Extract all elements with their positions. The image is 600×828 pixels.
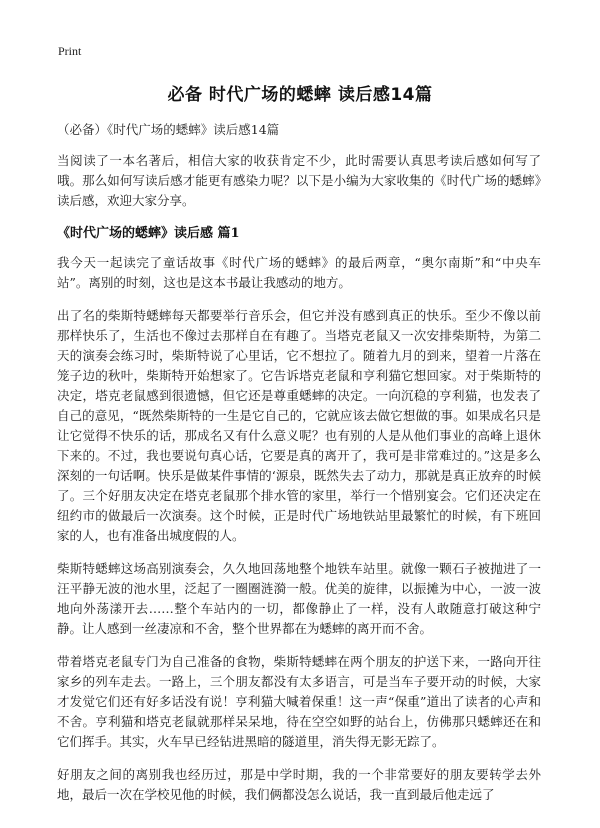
intro-paragraph: 当阅读了一本名著后，相信大家的收获肯定不少，此时需要认真思考读后感如何写了哦。那么如何写读后感才能更有感染力呢？以下是小编为大家收集的《时代广场的蟋蟀》读后感，欢迎大家分享。 bbox=[57, 153, 541, 208]
section-heading: 《时代广场的蟋蟀》读后感 篇1 bbox=[57, 226, 240, 241]
article-body bbox=[57, 120, 541, 818]
body-paragraph: 好朋友之间的离别我也经历过，那是中学时期，我的一个非常要好的朋友要转学去外地，最后一次在学校见他的时候，我们俩都没怎么说话，我一直到最后他走远了 bbox=[57, 767, 541, 802]
body-paragraph: 带着塔克老鼠专门为自己准备的食物，柴斯特蟋蟀在两个朋友的护送下来，一路向开往家乡的列车走去。一路上，三个朋友都没有太多语言，可是当车子要开动的时候，大家才发觉它们还有好多话没有说！亨利猫大喊着保重！这一声“保重”道出了读者的心声和不舍。亨利猫和塔克老鼠就那样呆呆地，待在空空如野的站台上，仿佛那只蟋蟀还在和它们挥手。其实，火车早已经钻进黑暗的隧道里，消失得无影无踪了。 bbox=[57, 654, 541, 749]
body-paragraph: 出了名的柴斯特蟋蟀每天都要举行音乐会，但它并没有感到真正的快乐。至少不像以前那样快乐了，生活也不像过去那样自在有趣了。当塔克老鼠又一次安排柴斯特，为第二天的演奏会练习时，柴斯特说了心里话，它不想拉了。随着九月的到来，望着一片落在笼子边的秋叶，柴斯特开始想家了。它告诉塔克老鼠和亨利猫它想回家。对于柴斯特的决定，塔克老鼠感到很遗憾，但它还是尊重蟋蟀的决定。一向沉稳的亨利猫，也发表了自己的意见，“既然柴斯特的一生是它自己的，它就应该去做它想做的事。如果成名只是让它觉得不快乐的话，那成名又有什么意义呢？也有别的人是从他们事业的高峰上退休下来的。不过，我也要说句真心话，它要是真的离开了，我可是非常难过的。”这是多么深刻的一句话啊。快乐是做某件事情的‘源泉，既然失去了动力，那就是真正放弃的时候了。三个好朋友决定在塔克老鼠那个排水管的家里，举行一个惜别宴会。它们还决定在纽约市的做最后一次演奏。这个时候，正是时代广场地铁站里最繁忙的时候，有下班回家的人，也有准备出城度假的人。 bbox=[57, 308, 541, 543]
print-link[interactable]: Print bbox=[58, 44, 82, 58]
page-title: 必备 时代广场的蟋蟀 读后感14篇 bbox=[167, 85, 433, 105]
article-subtitle: （必备）《时代广场的蟋蟀》读后感14篇 bbox=[57, 122, 280, 137]
body-paragraph: 我今天一起读完了童话故事《时代广场的蟋蟀》的最后两章，“奥尔南斯”和“中央车站”。离别的时刻，这也是这本书最让我感动的地方。 bbox=[57, 255, 541, 290]
body-paragraph: 柴斯特蟋蟀这场高别演奏会，久久地回荡地整个地铁车站里。就像一颗石子被抛进了一汪平静无波的池水里，泛起了一圈圈涟漪一般。优美的旋律，以振摊为中心，一波一波地向外荡漾开去……整个车站内的一切，都像静止了一样，没有人敢随意打破这种宁静。让人感到一丝凄凉和不舍，整个世界都在为蟋蟀的离开而不舍。 bbox=[57, 561, 541, 636]
